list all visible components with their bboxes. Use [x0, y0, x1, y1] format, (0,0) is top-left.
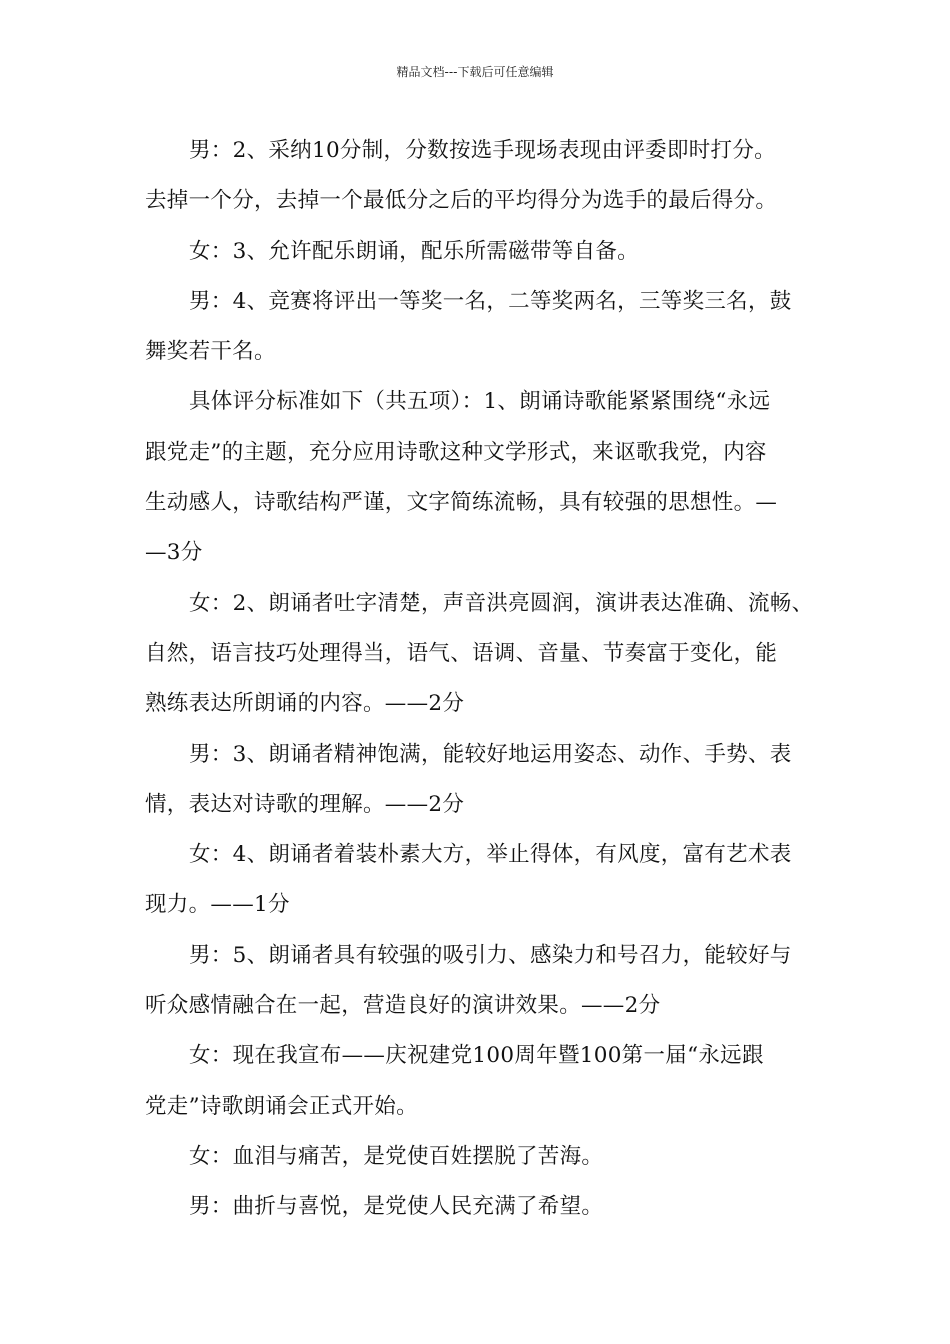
- text-line: 女：3、允许配乐朗诵，配乐所需磁带等自备。: [189, 238, 639, 264]
- text-line: 女：4、朗诵者着装朴素大方，举止得体，有风度，富有艺术表: [189, 842, 792, 868]
- text-line: 听众感情融合在一起，营造良好的演讲效果。——2分: [145, 993, 661, 1019]
- text-line: 男：曲折与喜悦，是党使人民充满了希望。: [189, 1194, 604, 1220]
- text-line: 党走”诗歌朗诵会正式开始。: [145, 1093, 418, 1119]
- text-line: —3分: [145, 540, 203, 566]
- text-line: 男：2、采纳10分制，分数按选手现场表现由评委即时打分。: [189, 138, 776, 163]
- document-body: [145, 126, 814, 1233]
- text-line: 男：4、竞赛将评出一等奖一名，二等奖两名，三等奖三名，鼓: [189, 288, 792, 314]
- text-line: 女：2、朗诵者吐字清楚，声音洪亮圆润，演讲表达准确、流畅、: [189, 590, 814, 616]
- text-line: 具体评分标准如下（共五项）：1、朗诵诗歌能紧紧围绕“永远: [189, 389, 771, 415]
- text-line: 生动感人，诗歌结构严谨，文字简练流畅，具有较强的思想性。—: [145, 490, 778, 516]
- text-line: 自然，语言技巧处理得当，语气、语调、音量、节奏富于变化，能: [145, 640, 778, 666]
- text-line: 女：血泪与痛苦，是党使百姓摆脱了苦海。: [189, 1143, 604, 1169]
- text-line: 男：5、朗诵者具有较强的吸引力、感染力和号召力，能较好与: [189, 942, 792, 968]
- text-line: 舞奖若干名。: [145, 339, 276, 365]
- text-line: 现力。——1分: [145, 892, 290, 918]
- text-line: 跟党走”的主题，充分应用诗歌这种文学形式，来讴歌我党，内容: [145, 439, 767, 465]
- text-line: 女：现在我宣布——庆祝建党100周年暨100第一届“永远跟: [189, 1043, 764, 1069]
- text-line: 男：3、朗诵者精神饱满，能较好地运用姿态、动作、手势、表: [189, 741, 792, 767]
- text-line: 情，表达对诗歌的理解。——2分: [145, 791, 465, 817]
- text-line: 熟练表达所朗诵的内容。——2分: [145, 691, 465, 717]
- page-header: 精品文档---下载后可任意编辑: [396, 65, 554, 79]
- text-line: 去掉一个分，去掉一个最低分之后的平均得分为选手的最后得分。: [145, 188, 778, 214]
